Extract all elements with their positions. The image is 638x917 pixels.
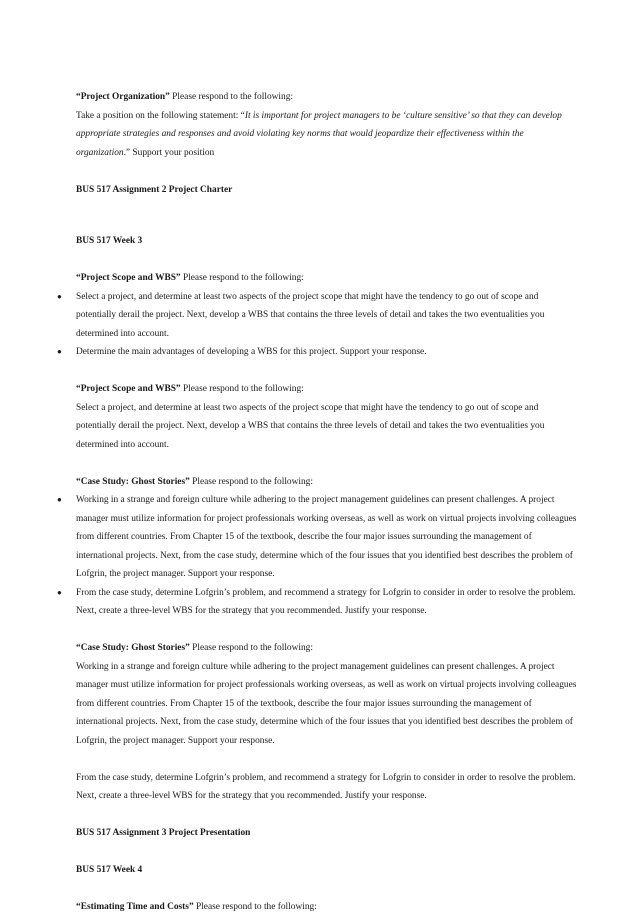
body-outro: .” Support your position bbox=[123, 147, 215, 158]
case-study-prompt-repeat bbox=[76, 639, 578, 658]
prompt-text: Please respond to the following: bbox=[193, 902, 317, 912]
section-heading: “Estimating Time and Costs” bbox=[76, 902, 194, 912]
body-intro: Take a position on the following statement: “ bbox=[76, 110, 245, 121]
project-scope-body: Select a project, and determine at least two aspects of the project scope that might have the tendency to go out of scope and potentially derail the project. Next, develop a WBS that contains the three levels of detail and takes the two eventualities you determined into account. bbox=[76, 402, 545, 450]
project-organization-prompt bbox=[76, 88, 578, 107]
case-study-prompt bbox=[76, 473, 578, 492]
project-organization-body bbox=[76, 107, 578, 163]
assignment-2-title: BUS 517 Assignment 2 Project Charter bbox=[76, 184, 233, 195]
prompt-text: Please respond to the following: bbox=[180, 273, 304, 283]
bullet-icon: ● bbox=[57, 347, 62, 356]
list-item: ● From the case study, determine Lofgrin’s problem, and recommend a strategy for Lofgrin to consider in order to resolve the problem. Next, create a three-level WBS for the strategy that you recommended. Justify your response. bbox=[76, 584, 578, 621]
prompt-text: Please respond to the following: bbox=[180, 384, 304, 394]
prompt-text: Please respond to the following: bbox=[189, 643, 313, 653]
case-study-body-2: From the case study, determine Lofgrin’s problem, and recommend a strategy for Lofgrin to consider in order to resolve the problem. Next, create a three-level WBS for the strategy that you recommended. Justify your response. bbox=[76, 772, 576, 801]
project-scope-prompt-repeat bbox=[76, 380, 578, 399]
week-4-title: BUS 517 Week 4 bbox=[76, 865, 143, 875]
list-item: ● Select a project, and determine at least two aspects of the project scope that might have the tendency to go out of scope and potentially derail the project. Next, develop a WBS that contains the three levels of detail and takes the two eventualities you determined into account. bbox=[76, 288, 578, 344]
section-heading: “Case Study: Ghost Stories” bbox=[76, 643, 190, 653]
list-item: ● Working in a strange and foreign culture while adhering to the project management guidelines can present challenges. A project manager must utilize information for project professionals working overseas, as well as work on virtual projects involving colleagues from different countries. From Chapter 15 of the textbook, describe the four major issues surrounding the management of international projects. Next, from the case study, determine which of the four issues that you identified best describes the problem of Lofgrin, the project manager. Support your response. bbox=[76, 491, 578, 584]
prompt-text: Please respond to the following: bbox=[189, 476, 313, 487]
bullet-icon: ● bbox=[57, 495, 62, 504]
bullet-icon: ● bbox=[57, 587, 62, 597]
list-item: ● Determine the main advantages of developing a WBS for this project. Support your response. bbox=[76, 343, 578, 362]
prompt-text: Please respond to the following: bbox=[169, 92, 293, 102]
bullet-list bbox=[57, 491, 578, 621]
bullet-list bbox=[57, 288, 578, 362]
project-scope-prompt bbox=[76, 269, 578, 288]
section-heading: “Project Scope and WBS” bbox=[76, 384, 181, 394]
estimating-prompt bbox=[76, 898, 578, 917]
week-3-title: BUS 517 Week 3 bbox=[76, 236, 143, 246]
assignment-3-title: BUS 517 Assignment 3 Project Presentation bbox=[76, 828, 251, 838]
case-study-body-1: Working in a strange and foreign culture while adhering to the project management guidelines can present challenges. A project manager must utilize information for project professionals working overseas, as well as work on virtual projects involving colleagues from different countries. From Chapter 15 of the textbook, describe the four major issues surrounding the management of international projects. Next, from the case study, determine which of the four issues that you identified best describes the problem of Lofgrin, the project manager. Support your response. bbox=[76, 661, 577, 746]
quoted-statement: It is important for project managers to be ‘culture sensitive’ so that they can develop appropriate strategies and responses and avoid violating key norms that would jeopardize their effectiveness within the organization bbox=[76, 110, 562, 158]
bullet-icon: ● bbox=[57, 291, 62, 301]
section-heading: “Project Organization” bbox=[76, 92, 170, 102]
section-heading: “Project Scope and WBS” bbox=[76, 273, 181, 283]
section-heading: “Case Study: Ghost Stories” bbox=[76, 476, 190, 487]
